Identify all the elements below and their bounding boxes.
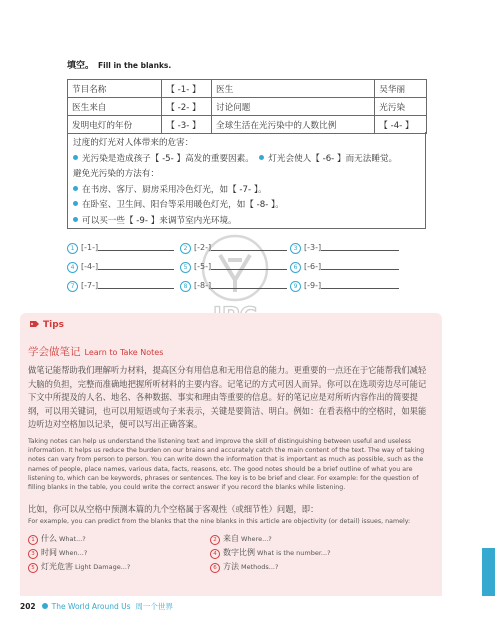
bullet-icon <box>73 201 78 206</box>
answer-label: [-6-] <box>304 262 322 271</box>
answer-blank[interactable] <box>67 281 174 295</box>
question-cn: 来自 <box>223 534 239 543</box>
question-item <box>28 561 130 573</box>
number-badge: 2 <box>180 243 191 254</box>
number-badge: 1 <box>28 535 38 545</box>
table-cell: 全球生活在光污染中的人数比例 <box>212 116 375 134</box>
table-row <box>68 80 427 98</box>
bullet-icon <box>73 155 78 160</box>
tips-label: Tips <box>43 320 65 330</box>
number-badge: 3 <box>290 243 301 254</box>
book-title-en: The World Around Us <box>51 602 131 611</box>
side-tab <box>482 548 495 596</box>
box-line <box>73 183 420 199</box>
table-cell: 发明电灯的年份 <box>68 116 162 134</box>
answer-blank[interactable] <box>290 281 399 295</box>
answer-label: [-3-] <box>304 243 322 252</box>
question-en: What is the number...? <box>257 549 331 557</box>
answer-line <box>98 250 174 251</box>
number-badge: 1 <box>67 243 78 254</box>
number-badge: 4 <box>67 262 78 273</box>
tag-icon <box>30 320 40 328</box>
table-cell: 光污染 <box>375 98 427 116</box>
table-cell: 医生 <box>212 80 375 98</box>
answer-blank[interactable] <box>180 262 287 276</box>
question-item <box>28 547 87 559</box>
answer-label: [-1-] <box>81 243 99 252</box>
task-title <box>67 58 171 71</box>
box-line: 过度的灯光对人体带来的危害： <box>73 138 194 148</box>
tips-title <box>28 344 163 359</box>
table-row <box>68 116 427 134</box>
table-cell: 医生来自 <box>68 98 162 116</box>
number-badge: 7 <box>67 281 78 292</box>
question-item <box>28 533 86 545</box>
question-cn: 方法 <box>223 562 239 571</box>
question-en: What...? <box>59 535 86 543</box>
question-en: Light Damage...? <box>75 563 131 571</box>
box-line: 避免光污染的方法有： <box>73 169 159 179</box>
question-item <box>210 547 331 559</box>
tips-title-en: Learn to Take Notes <box>84 348 164 357</box>
answer-label: [-9-] <box>304 281 322 290</box>
task-title-en: Fill in the blanks. <box>98 61 172 70</box>
number-badge: 9 <box>290 281 301 292</box>
number-badge: 5 <box>28 563 38 573</box>
bullet-icon <box>73 186 78 191</box>
page-number: 202 <box>20 602 36 611</box>
task-title-cn: 填空。 <box>67 61 95 71</box>
table-cell: 讨论问题 <box>212 98 375 116</box>
footer-dot-icon <box>42 603 48 609</box>
answer-label: [-7-] <box>81 281 99 290</box>
tips-title-cn: 学会做笔记 <box>28 346 81 358</box>
question-item <box>210 561 278 573</box>
tips-paragraph-en: Taking notes can help us understand the listening text and improve the skill of distinguishing between useful and useless information. It helps us reduce the burden on our brains and accurately catch the main content of the text. The way of taking notes can vary from person to person. You can write down the information that is important as much as possible, such as the names of people, place names, various data, facts, reasons, etc. The good notes should be a brief outline of what you are listening to, which can be keywords, phrases or sentences. The key is to be brief and clear. For example: for the question of filling blanks in the table, you could write the correct answer if you record the blanks while listening. <box>28 438 425 492</box>
notes-table <box>67 79 427 134</box>
answer-line <box>211 269 287 270</box>
answer-line <box>321 250 399 251</box>
box-text: 在书房、客厅、厨房采用冷色灯光，如【 -7- 】。 <box>82 184 267 195</box>
question-en: Where...? <box>241 535 272 543</box>
answer-line <box>321 288 399 289</box>
answer-blank[interactable] <box>290 243 399 257</box>
question-en: Methods...? <box>241 563 279 571</box>
answer-label: [-2-] <box>194 243 212 252</box>
question-item <box>210 533 272 545</box>
tips-header <box>30 320 64 330</box>
box-line <box>73 198 420 214</box>
answer-line <box>98 269 174 270</box>
notes-box <box>67 132 426 229</box>
answer-blank[interactable] <box>67 262 174 276</box>
bullet-icon <box>73 217 78 222</box>
question-cn: 什么 <box>41 534 57 543</box>
answer-blank[interactable] <box>67 243 174 257</box>
number-badge: 8 <box>180 281 191 292</box>
answer-label: [-5-] <box>194 262 212 271</box>
tips-paragraph-cn: 做笔记能帮助我们理解听力材料，提高区分有用信息和无用信息的能力。更重要的一点还在于它能帮我们减轻大脑的负担，完整而准确地把握所听材料的主要内容。记笔记的方式可因人而异。你可以在选项旁边尽可能记下文中所提及的人名、地名、各种数据、事实和理由等重要的信息。好的笔记应是对所听内容作出的简要提纲，可以用关键词，也可以用短语或句子来表示，关键是要简洁、明白。例如：在看表格中的空格时，如果能边听边对空格加以记录，便可以写出正确答案。 <box>28 365 427 430</box>
answer-line <box>211 288 287 289</box>
box-text: 可以买一些【 -9- 】来调节室内光环境。 <box>82 215 237 226</box>
answer-line <box>211 250 287 251</box>
box-text: 光污染是造成孩子【 -5- 】高发的重要因素。 <box>82 153 254 164</box>
number-badge: 3 <box>28 549 38 559</box>
number-badge: 2 <box>210 535 220 545</box>
question-cn: 时间 <box>41 548 57 557</box>
answer-blank[interactable] <box>290 262 399 276</box>
bullet-icon <box>259 155 264 160</box>
example-cn: 比如，你可以从空格中预测本篇的九个空格属于客观性（或细节性）问题，即： <box>28 504 319 514</box>
number-badge: 6 <box>210 563 220 573</box>
book-title-cn: 周一个世界 <box>135 602 173 611</box>
answer-label: [-8-] <box>194 281 212 290</box>
answer-label: [-4-] <box>81 262 99 271</box>
table-row <box>68 98 427 116</box>
number-badge: 6 <box>290 262 301 273</box>
table-cell: 节目名称 <box>68 80 162 98</box>
page-footer <box>20 601 173 612</box>
table-cell: 【 -4- 】 <box>375 116 427 134</box>
table-cell: 【 -1- 】 <box>162 80 212 98</box>
answer-line <box>98 288 174 289</box>
number-badge: 4 <box>210 549 220 559</box>
question-cn: 数字比例 <box>223 548 255 557</box>
table-cell: 吴华丽 <box>375 80 427 98</box>
table-cell: 【 -2- 】 <box>162 98 212 116</box>
example-en: For example, you can predict from the blanks that the nine blanks in this article are objectivity (or detail) issues, namely: <box>28 518 411 525</box>
table-cell: 【 -3- 】 <box>162 116 212 134</box>
box-text: 在卧室、卫生间、阳台等采用暖色灯光，如【 -8- 】。 <box>82 200 284 210</box>
box-line <box>73 214 420 230</box>
box-text: 灯光会使人【 -6- 】而无法睡觉。 <box>268 153 398 164</box>
answer-line <box>321 269 399 270</box>
box-line <box>73 152 420 168</box>
question-en: When...? <box>59 549 88 557</box>
question-cn: 灯光危害 <box>41 562 73 571</box>
number-badge: 5 <box>180 262 191 273</box>
answer-blank[interactable] <box>180 281 287 295</box>
answer-blank[interactable] <box>180 243 287 257</box>
